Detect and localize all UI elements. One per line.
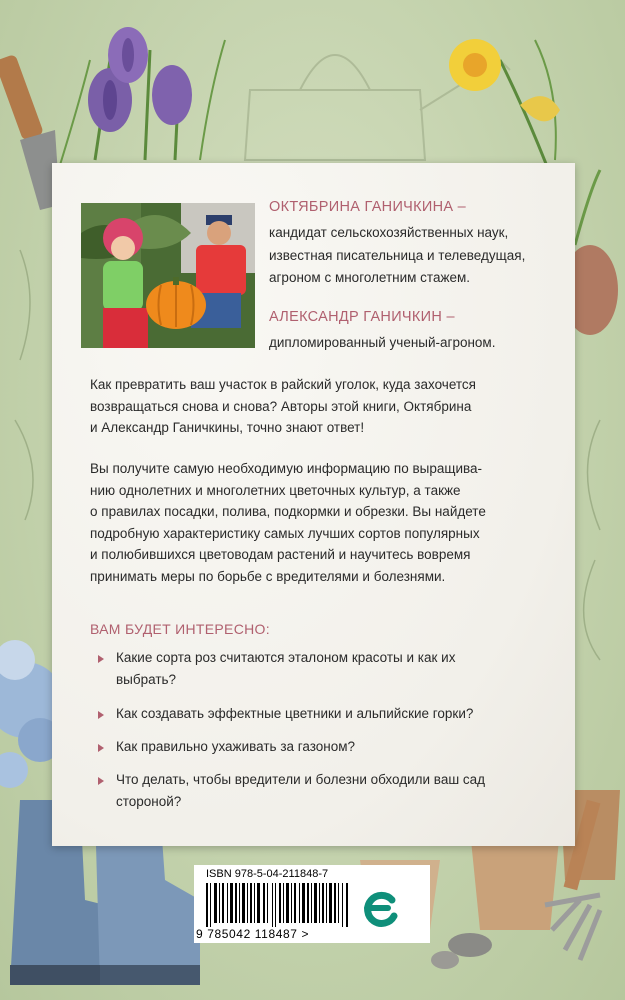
interest-item-text: Что делать, чтобы вредители и болезни обходили ваш сад стороной? <box>116 772 486 809</box>
interest-item-text: Как создавать эффектные цветники и альпийские горки? <box>116 706 474 721</box>
description-line: и полюбившихся цветоводам растений и научитесь вовремя <box>90 547 471 562</box>
trowel-illustration <box>0 54 60 210</box>
description-line: Вы получите самую необходимую информацию по выращива- <box>90 461 483 476</box>
intro-line: возвращаться снова и снова? Авторы этой книги, Октябрина <box>90 398 472 414</box>
interest-item <box>98 647 528 691</box>
barcode-digits: 9 785042 118487 > <box>196 927 310 941</box>
description-line: нию однолетних и многолетних цветочных культур, а также <box>90 482 461 498</box>
triangle-bullet-icon <box>98 744 104 752</box>
authors-photo <box>81 203 255 348</box>
author-1-line: агроном с многолетним стажем. <box>269 270 471 285</box>
intro-line: и Александр Ганичкины, точно знают ответ! <box>90 420 365 435</box>
interest-item <box>98 769 528 813</box>
description-line: о правилах посадки, полива, подкормки и обрезки. Вы найдете <box>90 504 486 519</box>
intro-line: Как превратить ваш участок в райский уголок, куда захочется <box>90 377 476 392</box>
triangle-bullet-icon <box>98 655 104 663</box>
author-1-line: кандидат сельскохозяйственных наук, <box>269 225 509 240</box>
barcode-bars <box>206 883 356 927</box>
description-line: подробную характеристику самых лучших сортов популярных <box>90 525 480 541</box>
text-card <box>52 163 575 846</box>
eksmo-logo-icon <box>350 878 410 938</box>
description-line: принимать меры по борьбе с вредителями и болезнями. <box>90 568 446 584</box>
author-2-description <box>269 332 495 355</box>
interest-item <box>98 703 528 725</box>
intro-paragraph <box>90 374 550 439</box>
crocus-flowers-illustration <box>60 27 225 165</box>
interest-item <box>98 736 528 758</box>
author-1-line: известная писательница и телеведущая, <box>269 247 526 263</box>
interest-section-title: ВАМ БУДЕТ ИНТЕРЕСНО: <box>90 621 270 637</box>
description-paragraph <box>90 458 550 587</box>
triangle-bullet-icon <box>98 711 104 719</box>
interest-item-text: Какие сорта роз считаются эталоном красоты и как их выбрать? <box>116 650 456 687</box>
interest-item-text: Как правильно ухаживать за газоном? <box>116 739 356 754</box>
author-2-name: АЛЕКСАНДР ГАНИЧКИН – <box>269 309 455 325</box>
isbn-text: ISBN 978-5-04-211848-7 <box>206 868 329 880</box>
author-1-description <box>269 222 525 290</box>
triangle-bullet-icon <box>98 777 104 785</box>
author-1-name: ОКТЯБРИНА ГАНИЧКИНА – <box>269 199 467 215</box>
author-2-line: дипломированный ученый-агроном. <box>269 335 496 350</box>
stones-illustration <box>431 933 492 969</box>
